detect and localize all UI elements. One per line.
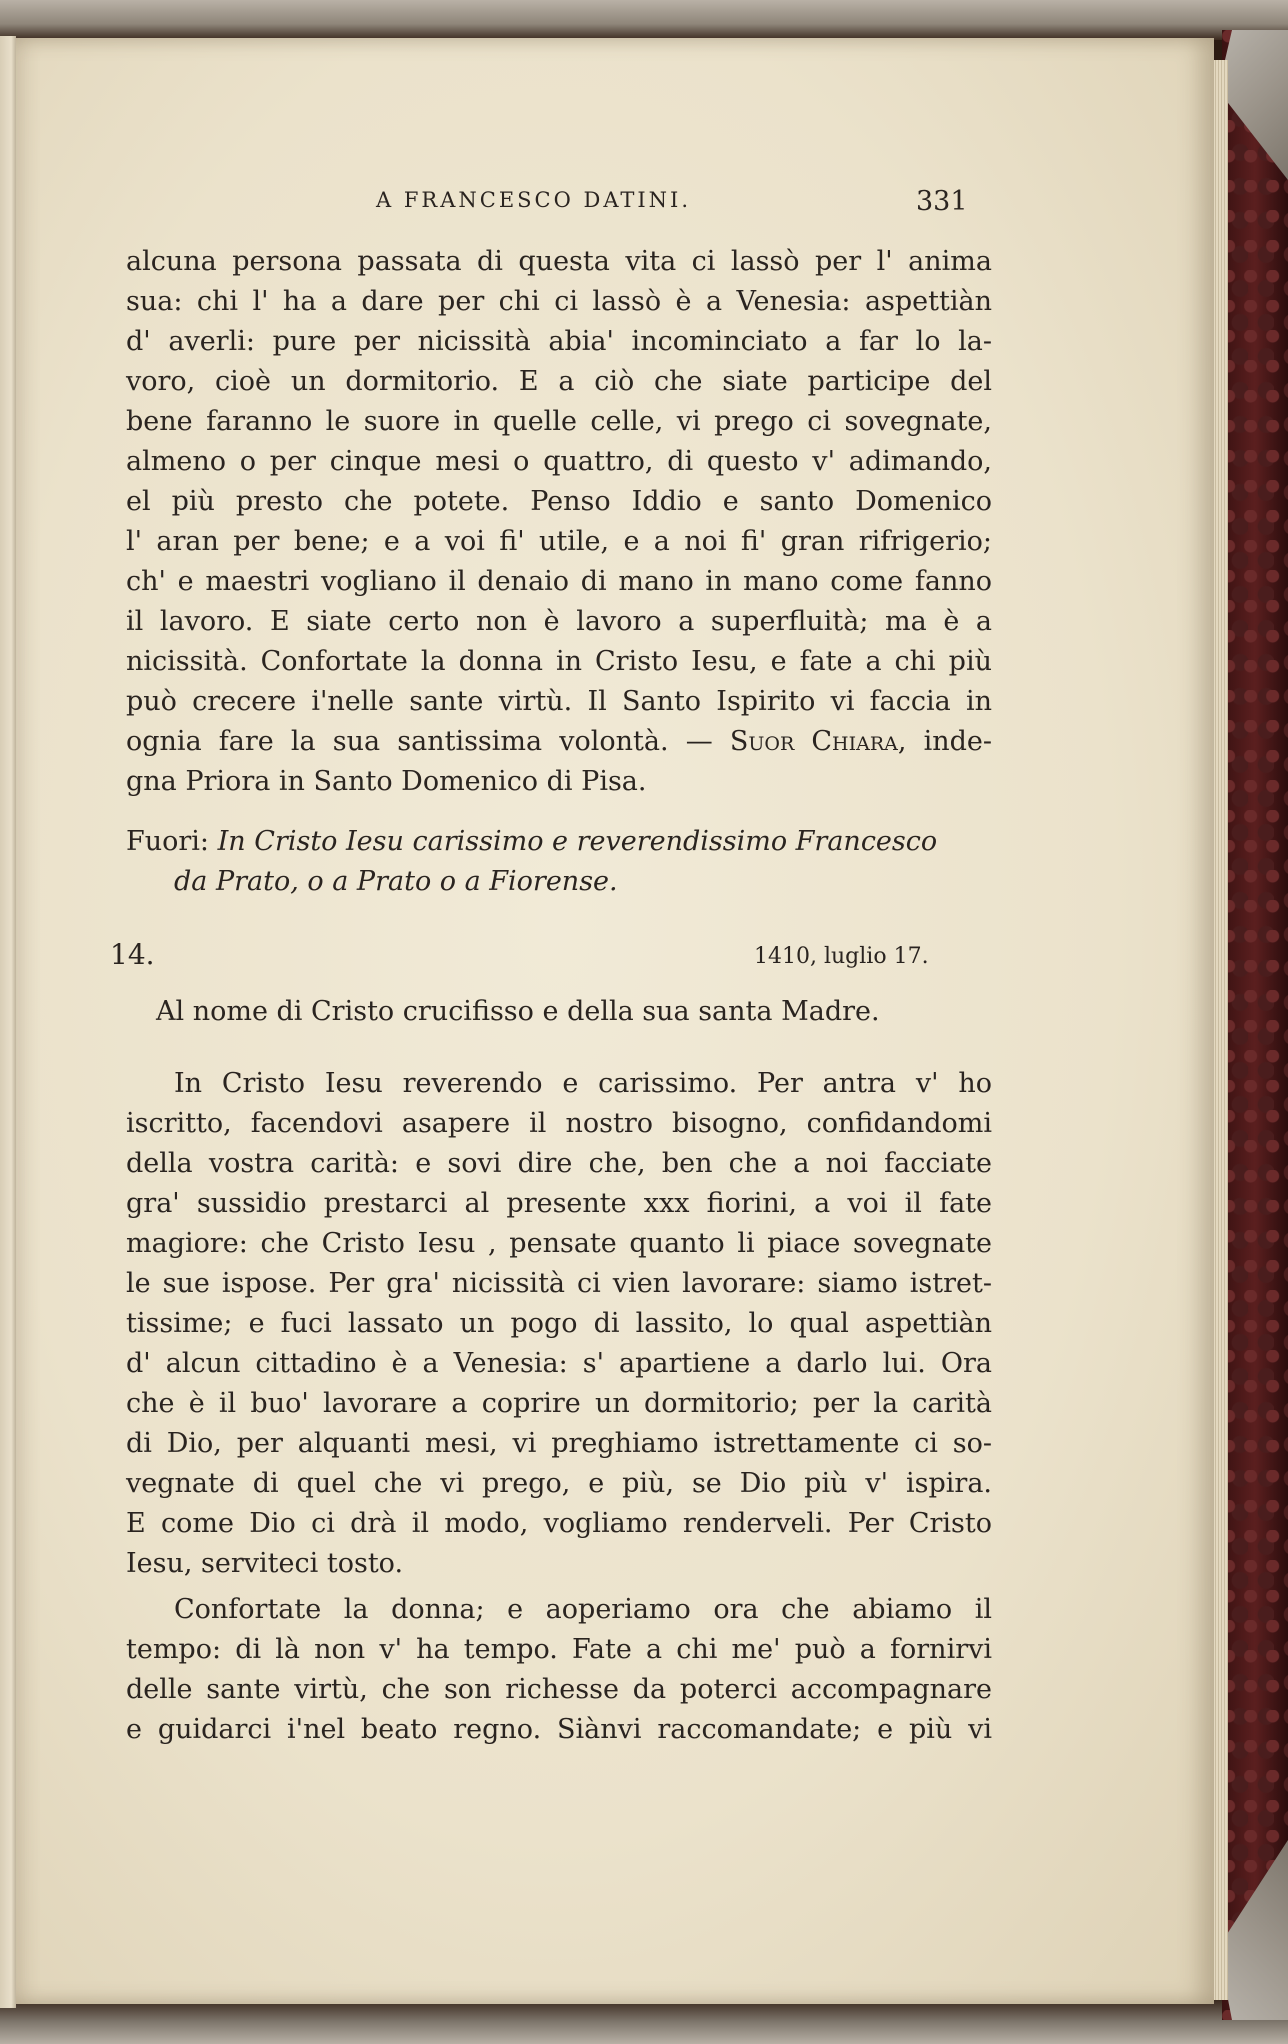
- letter-date: 1410, luglio 17.: [754, 944, 929, 969]
- text-line: vegnate di quel che vi prego, e più, se Dio più v' ispira.: [126, 1468, 992, 1499]
- book-page: [16, 38, 1214, 2004]
- page-number: 331: [916, 186, 968, 217]
- address-label: Fuori:: [126, 826, 210, 857]
- text-line: Confortate la donna; e aoperiamo ora che abiamo il: [174, 1594, 992, 1625]
- book-cover-edge: [1222, 30, 1288, 2020]
- text-line: nicissità. Confortate la donna in Cristo Iesu, e fate a chi più: [126, 646, 992, 677]
- text-line: iscritto, facendovi asapere il nostro bisogno, confidandomi: [126, 1108, 992, 1139]
- text-line: il lavoro. E siate certo non è lavoro a superfluità; ma è a: [126, 606, 992, 637]
- letter-number: 14.: [110, 938, 155, 971]
- text-line: almeno o per cinque mesi o quattro, di questo v' adimando,: [126, 446, 992, 477]
- text-line: ognia fare la sua santissima volontà. — Suor Chiara, inde-: [126, 726, 993, 757]
- text-line: tissime; e fuci lassato un pogo di lassito, lo qual aspettiàn: [126, 1308, 992, 1339]
- text-line: d' alcun cittadino è a Venesia: s' apartiene a darlo lui. Ora: [126, 1348, 992, 1379]
- address-line-2: da Prato, o a Prato o a Fiorense.: [174, 866, 618, 897]
- text-line: può crecere i'nelle sante virtù. Il Santo Ispirito vi faccia in: [126, 686, 992, 717]
- text-line: che è il buo' lavorare a coprire un dormitorio; per la carità: [126, 1388, 992, 1419]
- text-line: della vostra carità: e sovi dire che, ben che a noi facciate: [126, 1148, 992, 1179]
- text-line: alcuna persona passata di questa vita ci lassò per l' anima: [126, 246, 992, 277]
- text-line: le sue ispose. Per gra' nicissità ci vien lavorare: siamo istret-: [126, 1268, 992, 1299]
- signature-name: Suor Chiara: [729, 726, 898, 757]
- text-line: delle sante virtù, che son richesse da poterci accompagnare: [126, 1674, 992, 1705]
- running-head: A FRANCESCO DATINI.: [376, 188, 692, 212]
- text-line: l' aran per bene; e a voi fi' utile, e a noi fi' gran rifrigerio;: [126, 526, 992, 557]
- address-line: [126, 822, 992, 862]
- letter-heading: Al nome di Cristo crucifisso e della sua santa Madre.: [156, 996, 880, 1027]
- text-line: e guidarci i'nel beato regno. Siànvi raccomandate; e più vi: [126, 1714, 992, 1745]
- facing-page-edge: [0, 36, 16, 2008]
- text-line: In Cristo Iesu reverendo e carissimo. Per antra v' ho: [174, 1068, 992, 1099]
- book-binding-top: [0, 0, 1288, 40]
- text-line: E come Dio ci drà il modo, vogliamo renderveli. Per Cristo: [126, 1508, 992, 1539]
- text-line: gra' sussidio prestarci al presente xxx fiorini, a voi il fate: [126, 1188, 992, 1219]
- text-line: sua: chi l' ha a dare per chi ci lassò è a Venesia: aspettiàn: [126, 286, 992, 317]
- text-line: bene faranno le suore in quelle celle, vi prego ci sovegnate,: [126, 406, 992, 437]
- text-line: magiore: che Cristo Iesu , pensate quanto li piace sovegnate: [126, 1228, 992, 1259]
- text-line: el più presto che potete. Penso Iddio e santo Domenico: [126, 486, 992, 517]
- text-line: d' averli: pure per nicissità abia' incominciato a far lo la-: [126, 326, 992, 357]
- text-line: gna Priora in Santo Domenico di Pisa.: [126, 766, 647, 797]
- address-text: In Cristo Iesu carissimo e reverendissimo Francesco: [217, 826, 938, 857]
- text-line: Iesu, serviteci tosto.: [126, 1548, 404, 1579]
- text-line: di Dio, per alquanti mesi, vi preghiamo istrettamente ci so-: [126, 1428, 992, 1459]
- book-binding-bottom: [0, 2000, 1288, 2044]
- text-line: voro, cioè un dormitorio. E a ciò che siate participe del: [126, 366, 992, 397]
- text-line: ch' e maestri vogliano il denaio di mano in mano come fanno: [126, 566, 992, 597]
- text-line: tempo: di là non v' ha tempo. Fate a chi me' può a fornirvi: [126, 1634, 992, 1665]
